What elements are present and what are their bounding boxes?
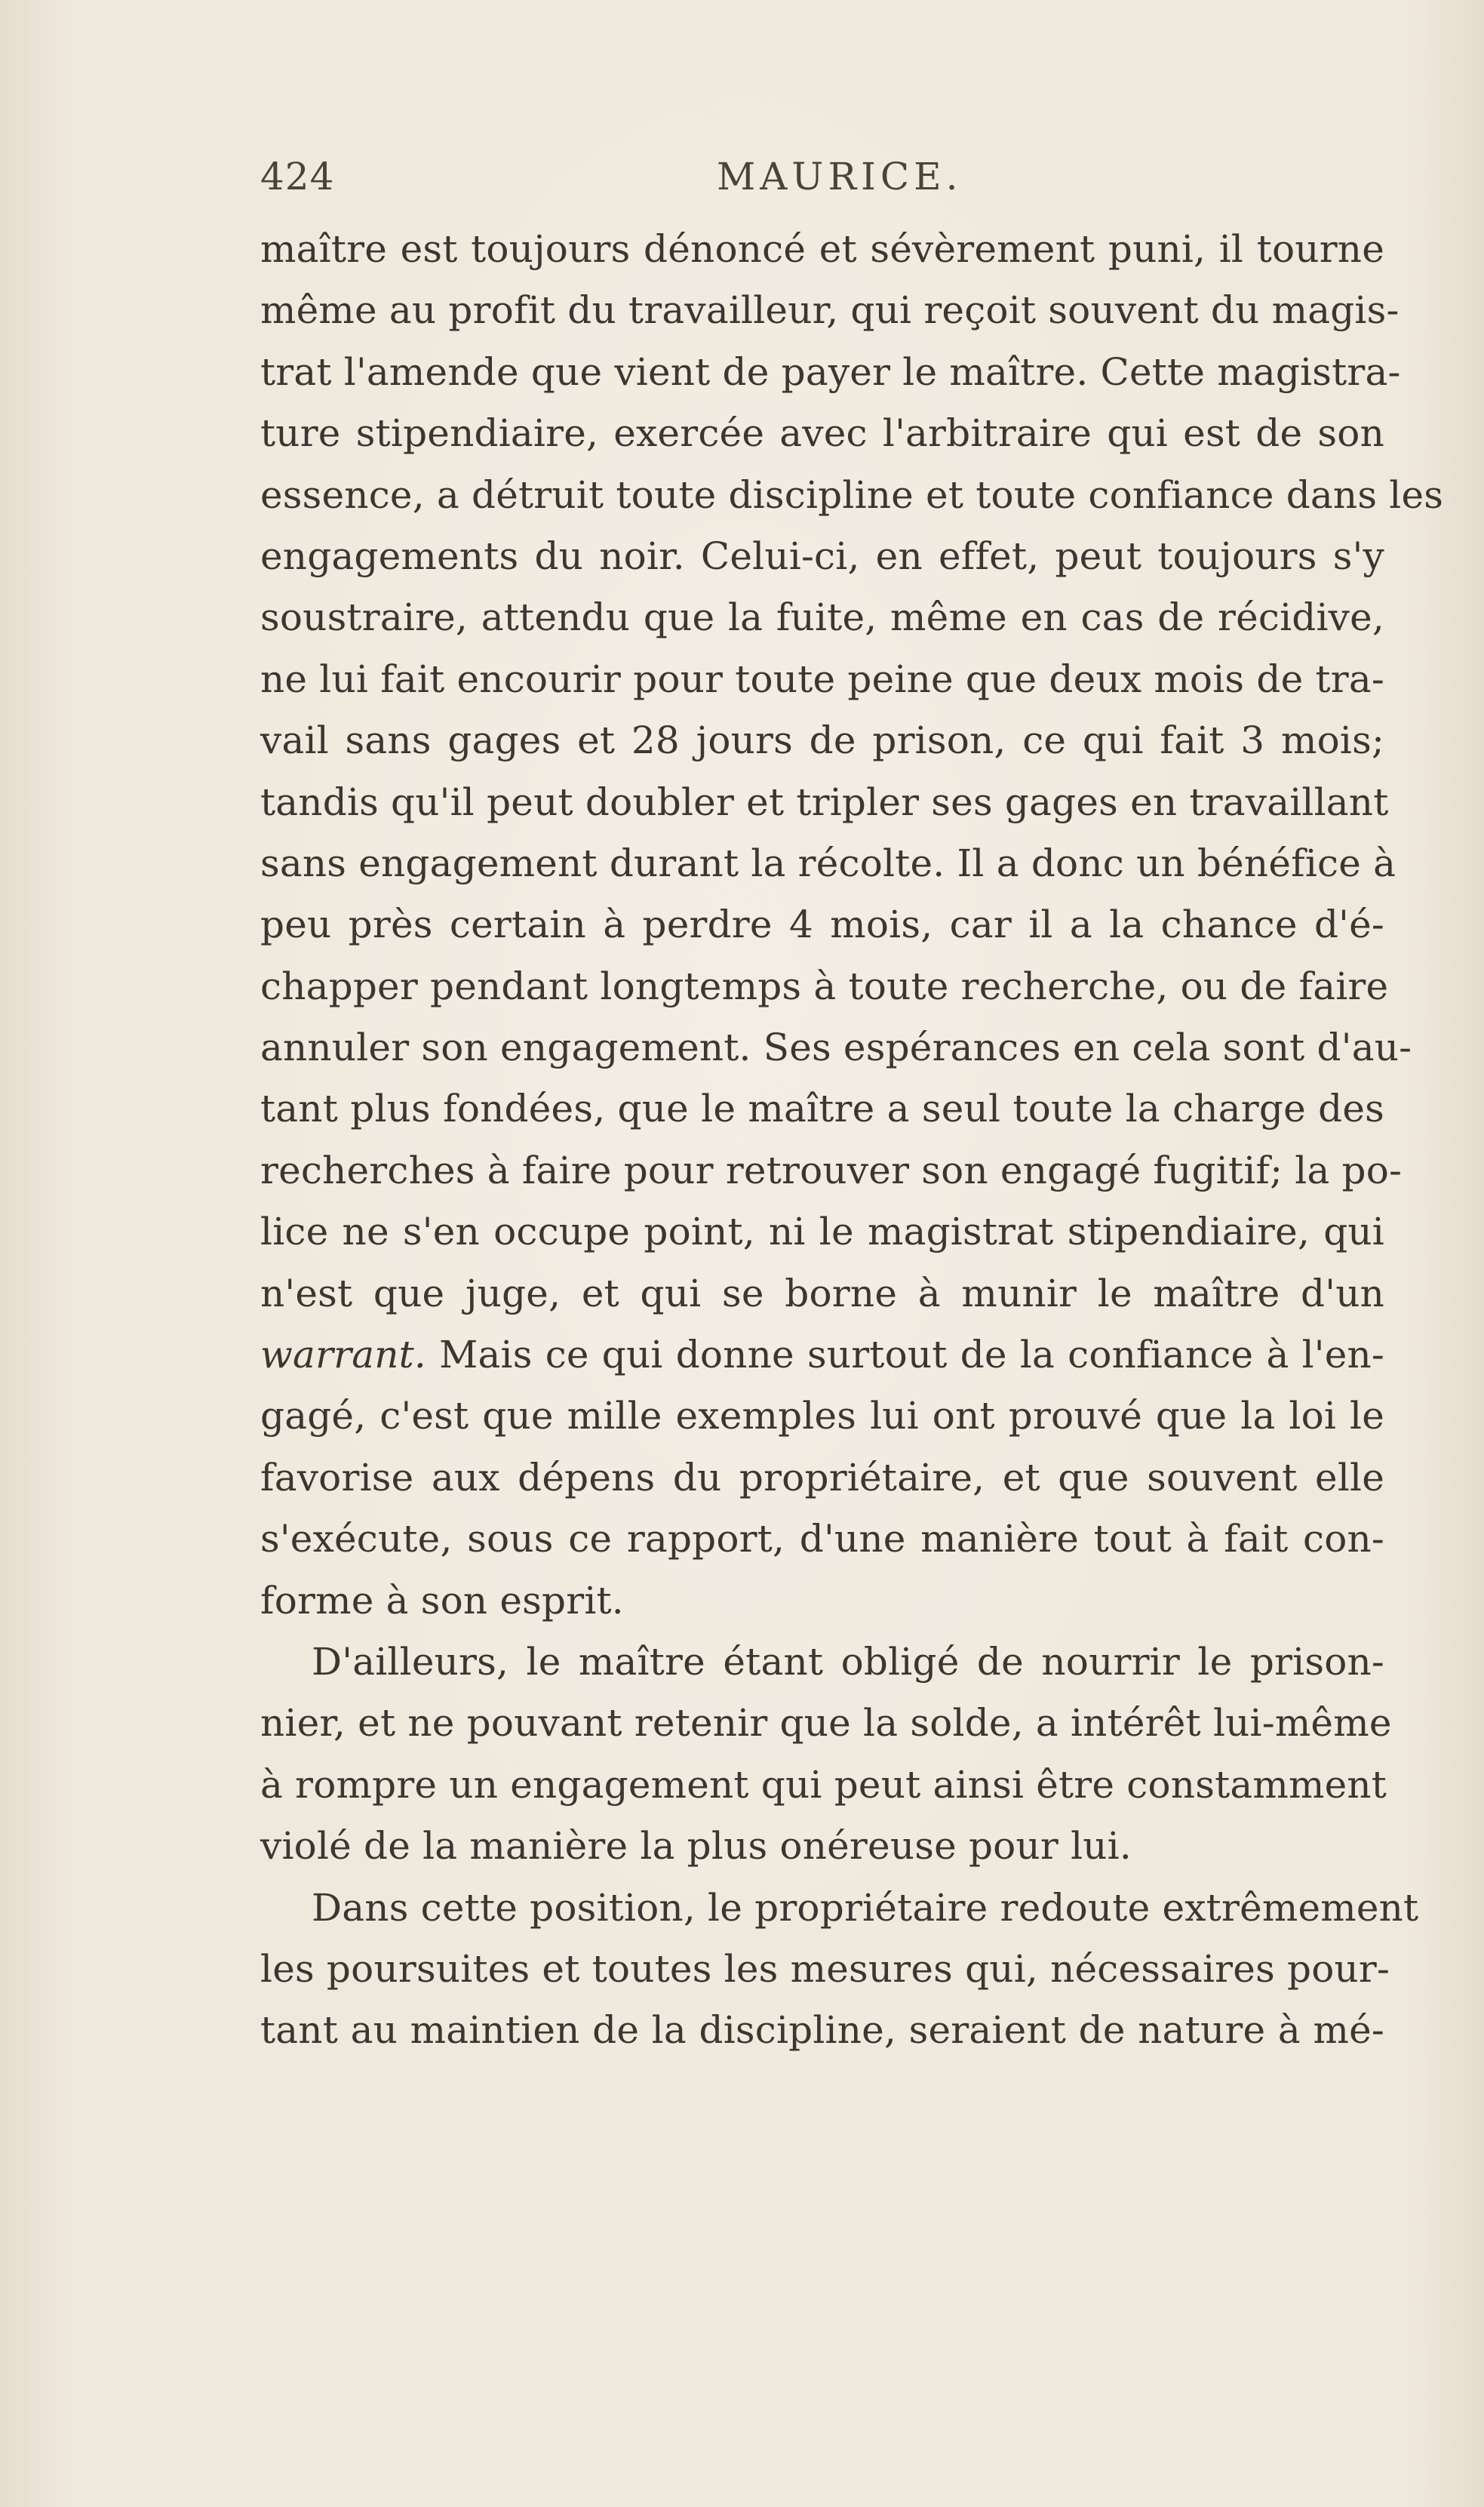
text-line: lice ne s'en occupe point, ni le magistrat stipendiaire, qui [260, 1210, 1384, 1254]
text-line: violé de la manière la plus onéreuse pour lui. [260, 1824, 1132, 1869]
text-line: forme à son esprit. [260, 1578, 624, 1623]
page-number: 424 [260, 155, 335, 198]
text-line: favorise aux dépens du propriétaire, et que souvent elle [260, 1455, 1384, 1500]
text-line: essence, a détruit toute discipline et toute confiance dans les [260, 472, 1444, 517]
text-line: les poursuites et toutes les mesures qui, nécessaires pour- [260, 1946, 1390, 1991]
paragraph-1 [260, 219, 1444, 1632]
paragraph-2 [260, 1632, 1392, 1878]
text-line: tandis qu'il peut doubler et tripler ses gages en travaillant [260, 780, 1389, 824]
text-line: maître est toujours dénoncé et sévèrement puni, il tourne [260, 227, 1384, 271]
text-line: recherches à faire pour retrouver son engagé fugitif; la po- [260, 1148, 1403, 1192]
text-line: D'ailleurs, le maître étant obligé de nourrir le prison- [312, 1639, 1384, 1684]
text-line: sans engagement durant la récolte. Il a donc un bénéfice à [260, 841, 1396, 885]
text-line: trat l'amende que vient de payer le maître. Cette magistra- [260, 349, 1401, 394]
text-line: même au profit du travailleur, qui reçoit souvent du magis- [260, 288, 1400, 333]
running-title: MAURICE. [717, 155, 963, 198]
text-line: n'est que juge, et qui se borne à munir le maître d'un [260, 1271, 1384, 1315]
text-line: nier, et ne pouvant retenir que la solde, a intérêt lui-même [260, 1701, 1392, 1746]
text-line: chapper pendant longtemps à toute recherche, ou de faire [260, 964, 1389, 1008]
text-line: gagé, c'est que mille exemples lui ont prouvé que la loi le [260, 1394, 1384, 1438]
text-line: Dans cette position, le propriétaire redoute extrêmement [312, 1885, 1419, 1930]
text-line: warrant. Mais ce qui donne surtout de la confiance à l'en- [260, 1333, 1384, 1377]
text-line: peu près certain à perdre 4 mois, car il a la chance d'é- [260, 903, 1384, 947]
text-line: vail sans gages et 28 jours de prison, ce qui fait 3 mois; [260, 718, 1384, 763]
text-line: s'exécute, sous ce rapport, d'une manière tout à fait con- [260, 1517, 1384, 1561]
text-line: à rompre un engagement qui peut ainsi être constamment [260, 1762, 1387, 1807]
text-line: ture stipendiaire, exercée avec l'arbitraire qui est de son [260, 411, 1384, 456]
text-line: soustraire, attendu que la fuite, même en cas de récidive, [260, 595, 1384, 640]
text-line: engagements du noir. Celui-ci, en effet, peut toujours s'y [260, 534, 1384, 578]
text-line: tant plus fondées, que le maître a seul toute la charge des [260, 1087, 1384, 1131]
paragraph-3 [260, 1878, 1419, 2062]
text-line: tant au maintien de la discipline, seraient de nature à mé- [260, 2008, 1384, 2053]
text-line: annuler son engagement. Ses espérances en cela sont d'au- [260, 1026, 1412, 1070]
page-header [260, 155, 1392, 215]
body-text [260, 219, 1444, 2062]
text-line: ne lui fait encourir pour toute peine que deux mois de tra- [260, 657, 1384, 701]
